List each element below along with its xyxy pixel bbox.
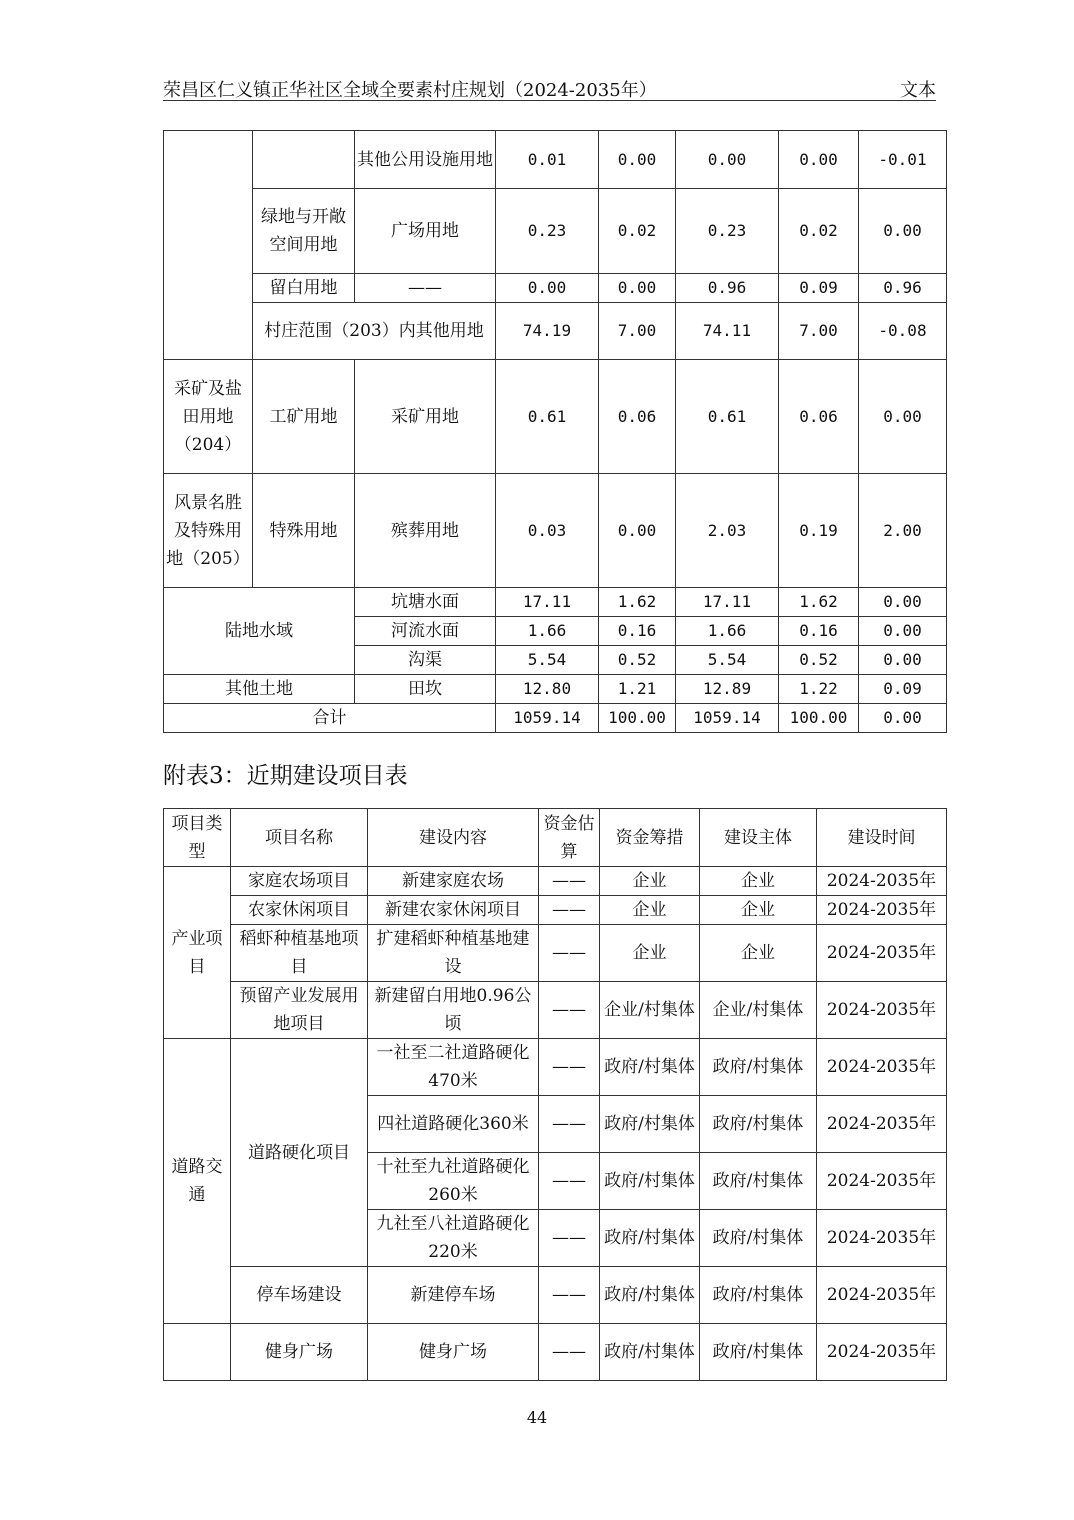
table-cell: 企业/村集体 [600,982,700,1039]
table-cell: 政府/村集体 [600,1324,700,1381]
table-cell: 政府/村集体 [700,1153,817,1210]
table-cell: 0.00 [859,646,947,675]
column-header: 项目名称 [231,809,368,867]
table-row [164,925,947,982]
table-cell: 0.09 [779,274,859,303]
table-cell: 12.89 [676,675,779,704]
table-cell: 7.00 [599,303,676,360]
table-cell: 企业 [700,925,817,982]
table-cell: 0.00 [599,274,676,303]
table-row [164,474,947,588]
table-cell: 2024-2035年 [817,867,947,896]
table-cell: 2024-2035年 [817,1210,947,1267]
table-cell: 0.00 [859,189,947,274]
table-cell: 政府/村集体 [700,1096,817,1153]
land-subclass: 沟渠 [355,646,496,675]
table-cell: —— [539,867,600,896]
column-header: 项目类型 [164,809,231,867]
table-row [164,189,947,274]
table-cell: —— [539,1324,600,1381]
table-row [164,675,947,704]
table-cell: -0.01 [859,131,947,189]
land-class: 村庄范围（203）内其他用地 [253,303,496,360]
table-cell: 0.96 [859,274,947,303]
column-header: 建设时间 [817,809,947,867]
column-header: 资金估算 [539,809,600,867]
table-cell: 2.03 [676,474,779,588]
table-cell: —— [539,925,600,982]
table-caption: 附表3：近期建设项目表 [163,763,408,789]
table-cell: 政府/村集体 [600,1267,700,1324]
table-cell: —— [539,1210,600,1267]
table-cell: 0.00 [496,274,599,303]
table-cell: 5.54 [496,646,599,675]
document-title: 荣昌区仁义镇正华社区全域全要素村庄规划（2024-2035年） [163,80,657,101]
table-row [164,274,947,303]
table-cell: 0.23 [676,189,779,274]
table-cell: 0.52 [779,646,859,675]
table-cell: 十社至九社道路硬化260米 [368,1153,539,1210]
land-subclass: 坑塘水面 [355,588,496,617]
table-cell: 1.66 [496,617,599,646]
table-cell: 2024-2035年 [817,896,947,925]
table-cell: 0.00 [859,360,947,474]
land-subclass: 采矿用地 [355,360,496,474]
table-cell: 0.00 [779,131,859,189]
table-cell: 0.00 [676,131,779,189]
table-cell: 道路硬化项目 [231,1039,368,1267]
table-cell: 1059.14 [496,704,599,733]
table-row [164,588,947,617]
table-cell: 0.09 [859,675,947,704]
project-type: 产业项目 [164,867,231,1039]
table-cell: 0.01 [496,131,599,189]
table-cell: 100.00 [599,704,676,733]
table-cell: —— [539,1096,600,1153]
table-cell: 0.06 [779,360,859,474]
table-row [164,1324,947,1381]
land-class: 工矿用地 [253,360,355,474]
table-cell: 1.21 [599,675,676,704]
land-subclass: 广场用地 [355,189,496,274]
table-row [164,131,947,189]
table-cell: 政府/村集体 [700,1210,817,1267]
table-cell: 九社至八社道路硬化220米 [368,1210,539,1267]
table-cell: 2.00 [859,474,947,588]
table-row [164,1039,947,1096]
table-cell: —— [539,1153,600,1210]
land-class: 特殊用地 [253,474,355,588]
table-cell: 2024-2035年 [817,1153,947,1210]
table-cell: 12.80 [496,675,599,704]
land-category: 采矿及盐田用地（204） [164,360,253,474]
land-subclass: —— [355,274,496,303]
land-class: 绿地与开敞空间用地 [253,189,355,274]
table-cell: 新建农家休闲项目 [368,896,539,925]
table-cell: 预留产业发展用地项目 [231,982,368,1039]
table-cell: 四社道路硬化360米 [368,1096,539,1153]
table-cell: 2024-2035年 [817,1324,947,1381]
table-cell: 扩建稻虾种植基地建设 [368,925,539,982]
table-cell: —— [539,896,600,925]
table-cell: 0.00 [859,617,947,646]
land-category: 风景名胜及特殊用地（205） [164,474,253,588]
table-cell: 企业 [600,867,700,896]
table-row [164,867,947,896]
table-cell: 17.11 [496,588,599,617]
table-cell: 政府/村集体 [700,1267,817,1324]
table-cell: 0.96 [676,274,779,303]
table-cell: 政府/村集体 [700,1039,817,1096]
table-cell: -0.08 [859,303,947,360]
table-cell: 5.54 [676,646,779,675]
table-cell: 农家休闲项目 [231,896,368,925]
table-cell: 2024-2035年 [817,925,947,982]
table-cell: —— [539,1267,600,1324]
table-cell: 健身广场 [231,1324,368,1381]
table-cell: 0.52 [599,646,676,675]
land-category: 陆地水域 [164,588,355,675]
table-row [164,1267,947,1324]
table-cell: 1.62 [599,588,676,617]
table-cell: 1.66 [676,617,779,646]
page-header [163,74,936,101]
table-cell: 100.00 [779,704,859,733]
table-cell: 1059.14 [676,704,779,733]
column-header: 资金筹措 [600,809,700,867]
project-type: 道路交通 [164,1039,231,1324]
table-cell: 家庭农场项目 [231,867,368,896]
table-row [164,360,947,474]
table-cell: 7.00 [779,303,859,360]
table-cell: 0.00 [599,131,676,189]
table-cell: 2024-2035年 [817,982,947,1039]
table-cell: —— [539,1039,600,1096]
land-subclass: 河流水面 [355,617,496,646]
table-cell: 企业 [700,896,817,925]
table-cell: 74.11 [676,303,779,360]
land-use-table [163,130,947,733]
document-type: 文本 [900,80,936,101]
table-cell: 0.02 [779,189,859,274]
land-category: 其他土地 [164,675,355,704]
table-cell: 企业 [700,867,817,896]
table-cell: 企业 [600,925,700,982]
land-class: 留白用地 [253,274,355,303]
table-cell: 0.06 [599,360,676,474]
table-row [164,982,947,1039]
table-cell: 一社至二社道路硬化470米 [368,1039,539,1096]
column-header: 建设内容 [368,809,539,867]
table-row [164,896,947,925]
table-cell: 1.22 [779,675,859,704]
table-cell: 健身广场 [368,1324,539,1381]
table-cell: 企业 [600,896,700,925]
land-subclass: 殡葬用地 [355,474,496,588]
table-cell: 企业/村集体 [700,982,817,1039]
table-cell: 新建停车场 [368,1267,539,1324]
table-cell: 新建留白用地0.96公顷 [368,982,539,1039]
land-subclass: 田坎 [355,675,496,704]
table-cell: 新建家庭农场 [368,867,539,896]
total-label: 合计 [164,704,496,733]
table-cell: 0.61 [496,360,599,474]
table-cell: 稻虾种植基地项目 [231,925,368,982]
table-cell: 政府/村集体 [700,1324,817,1381]
table-cell: 政府/村集体 [600,1153,700,1210]
table-cell: 0.02 [599,189,676,274]
table-cell: 0.16 [779,617,859,646]
table-cell: 政府/村集体 [600,1039,700,1096]
table-cell: 0.16 [599,617,676,646]
table-cell: 停车场建设 [231,1267,368,1324]
table-cell: 0.19 [779,474,859,588]
table-cell: 2024-2035年 [817,1039,947,1096]
column-header: 建设主体 [700,809,817,867]
table-cell: 17.11 [676,588,779,617]
table-cell: 2024-2035年 [817,1267,947,1324]
table-cell: 0.00 [599,474,676,588]
table-cell: 1.62 [779,588,859,617]
table-cell: 0.61 [676,360,779,474]
table-header-row [164,809,947,867]
table-cell: 0.03 [496,474,599,588]
table-cell: 政府/村集体 [600,1210,700,1267]
table-cell: 0.00 [859,704,947,733]
table-cell: 74.19 [496,303,599,360]
table-cell: 0.23 [496,189,599,274]
table-cell: 0.00 [859,588,947,617]
table-cell: 政府/村集体 [600,1096,700,1153]
table-row [164,303,947,360]
project-table [163,808,947,1381]
page-number: 44 [526,1408,548,1427]
table-cell: 2024-2035年 [817,1096,947,1153]
land-subclass: 其他公用设施用地 [355,131,496,189]
table-cell: —— [539,982,600,1039]
total-row [164,704,947,733]
